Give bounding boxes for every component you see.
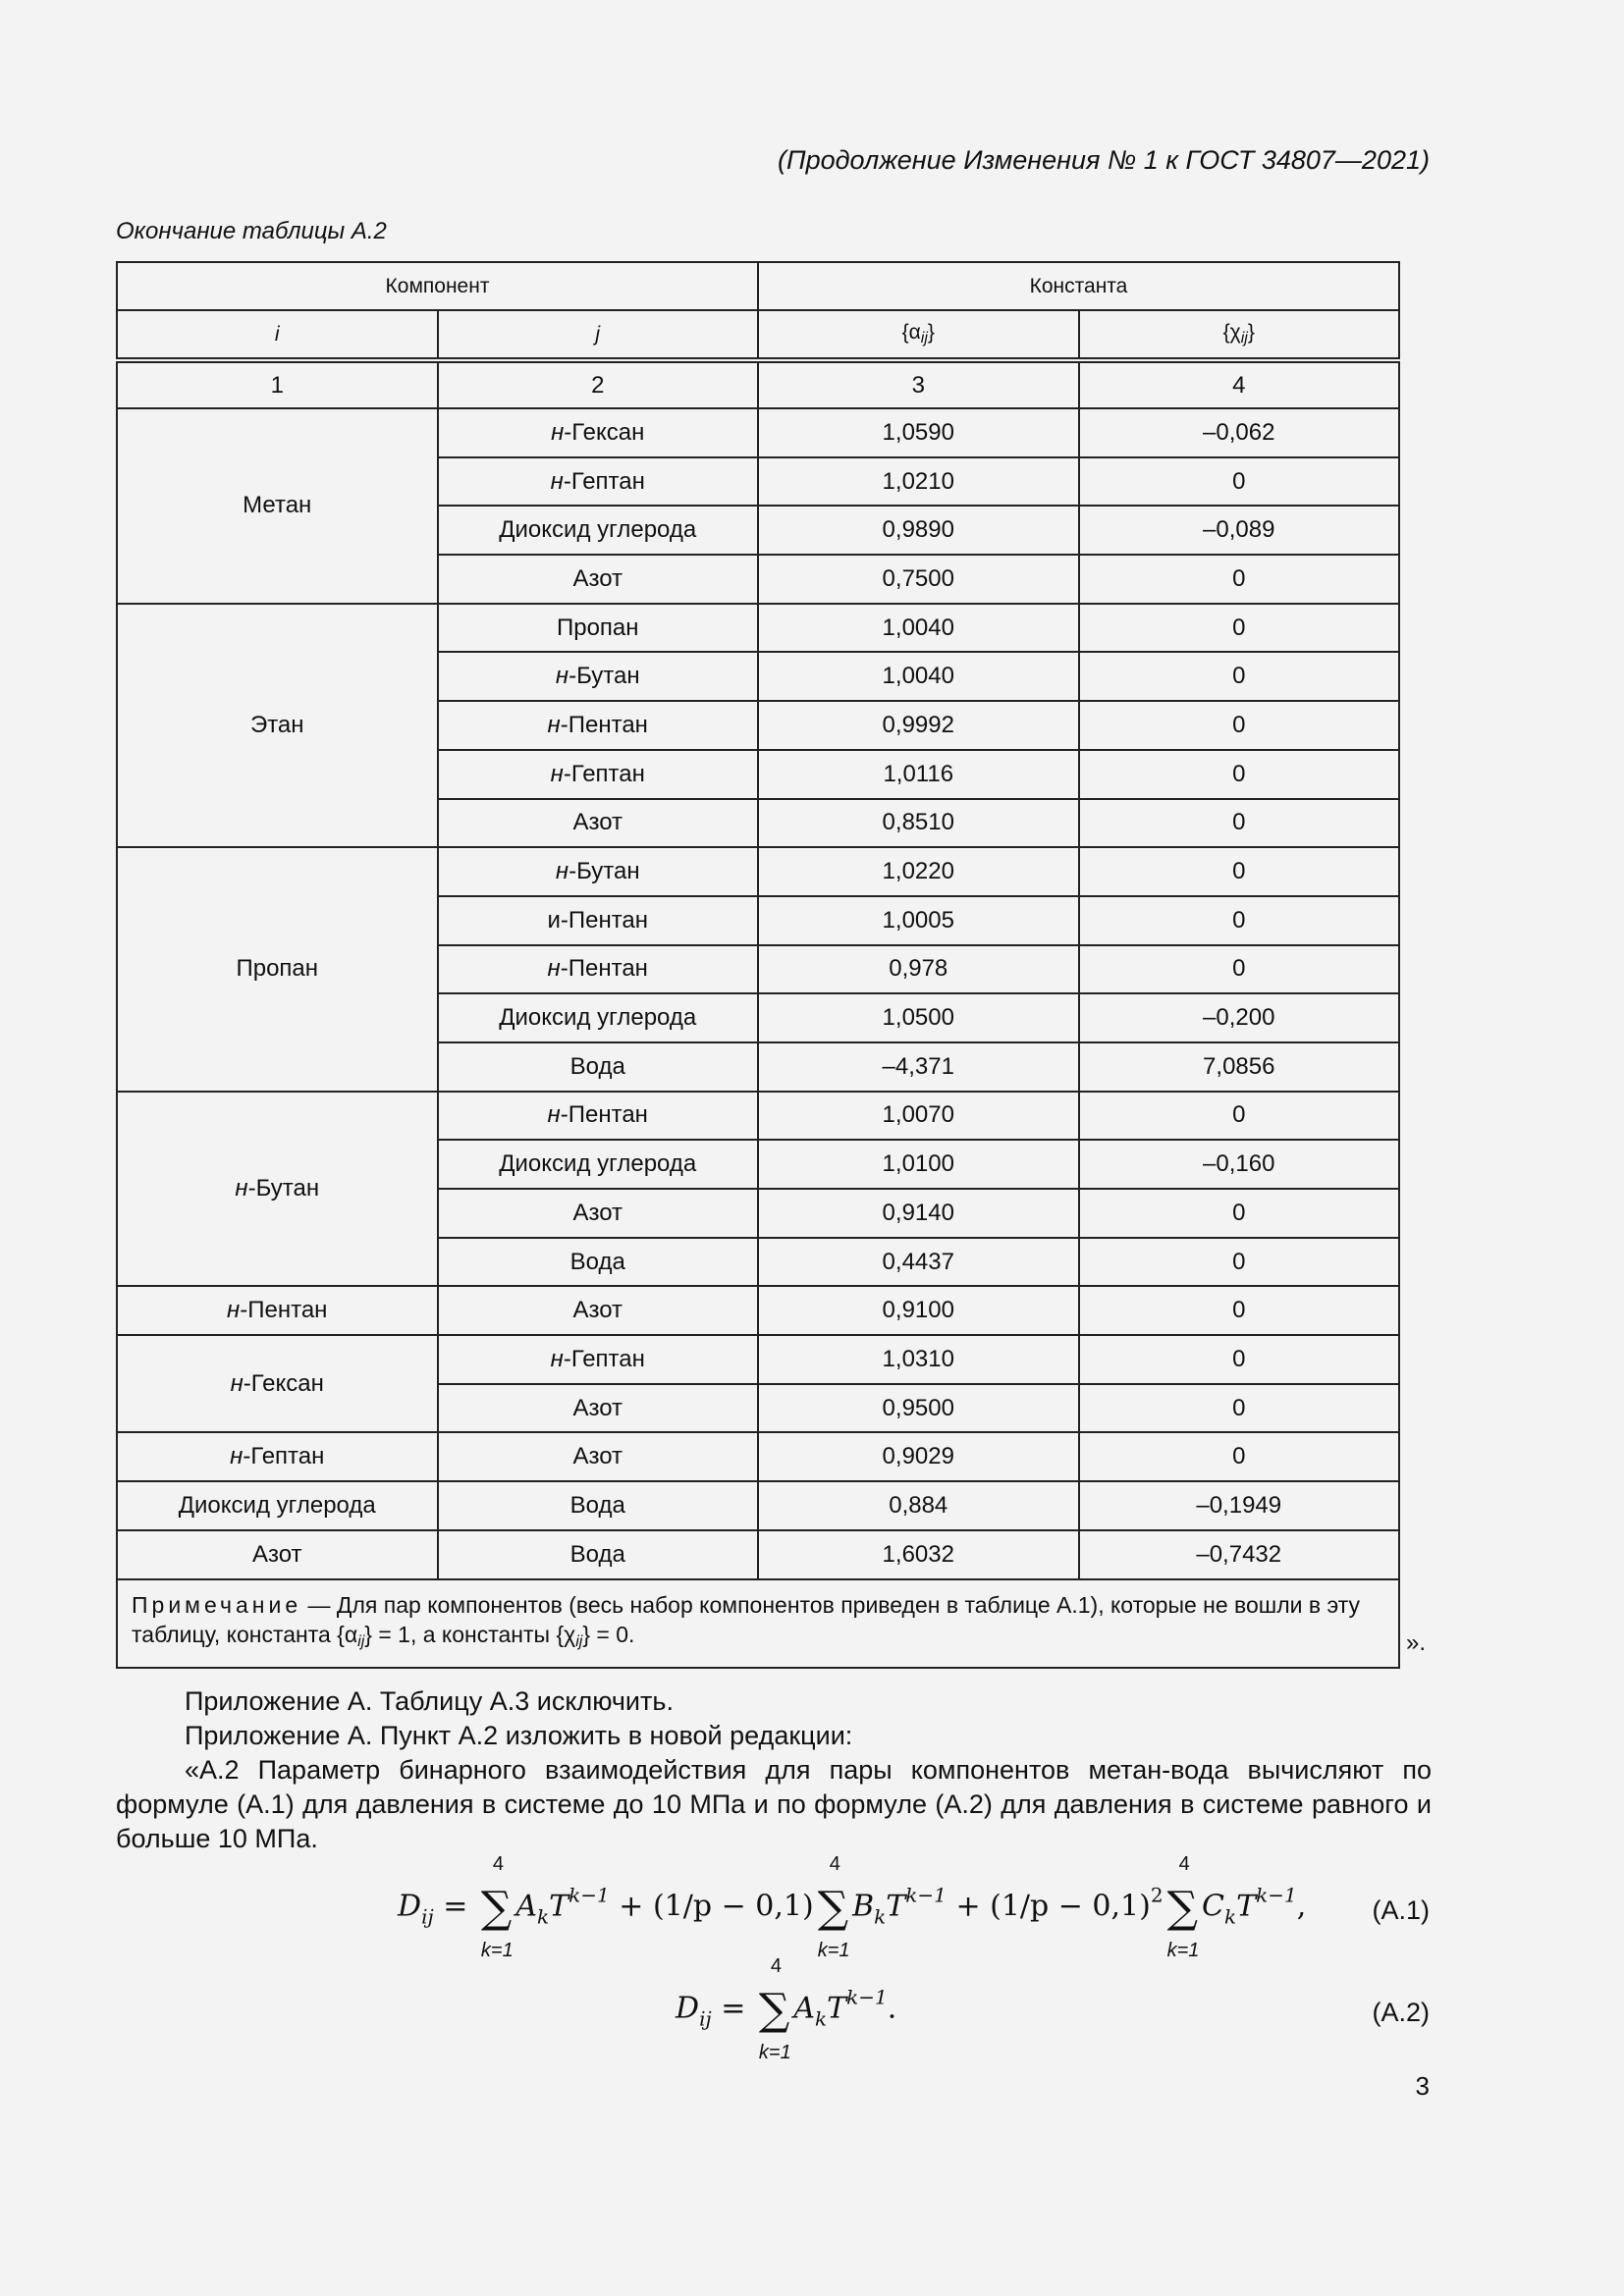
component-j: Пропан	[438, 604, 759, 653]
table-row	[117, 408, 1399, 457]
component-i: н-Пентан	[117, 1286, 438, 1335]
alpha-value: 0,978	[758, 945, 1079, 994]
chi-value: 0	[1079, 1432, 1400, 1481]
component-j: н-Бутан	[438, 847, 759, 896]
constants-table	[116, 261, 1400, 1669]
component-j: и-Пентан	[438, 896, 759, 945]
component-i: Этан	[117, 604, 438, 847]
component-j: Диоксид углерода	[438, 1140, 759, 1189]
chi-value: 0	[1079, 1286, 1400, 1335]
header-alpha: $\{\alpha_{ij}\}$	[758, 310, 1079, 360]
alpha-value: 1,6032	[758, 1530, 1079, 1579]
chi-value: 0	[1079, 799, 1400, 848]
alpha-value: 1,0116	[758, 750, 1079, 799]
header-component: Компонент	[117, 262, 758, 310]
component-j: Азот	[438, 1189, 759, 1238]
table-row	[117, 1286, 1399, 1335]
component-i: н-Бутан	[117, 1092, 438, 1287]
col-number: 4	[1079, 360, 1400, 408]
alpha-value: 0,9140	[758, 1189, 1079, 1238]
chi-value: 0	[1079, 1238, 1400, 1287]
paragraph-clause-a2: Приложение А. Пункт А.2 изложить в новой редакции:	[185, 1721, 853, 1750]
component-j: Азот	[438, 555, 759, 604]
component-i: Диоксид углерода	[117, 1481, 438, 1530]
chi-value: –0,1949	[1079, 1481, 1400, 1530]
component-j: н-Гексан	[438, 408, 759, 457]
alpha-value: 0,9100	[758, 1286, 1079, 1335]
equation-number-a2: (А.2)	[1372, 1998, 1430, 2027]
component-j: н-Гептан	[438, 457, 759, 507]
alpha-value: 1,0500	[758, 993, 1079, 1042]
component-j: н-Пентан	[438, 701, 759, 750]
alpha-value: 0,7500	[758, 555, 1079, 604]
alpha-value: –4,371	[758, 1042, 1079, 1092]
alpha-value: 1,0590	[758, 408, 1079, 457]
chi-value: 0	[1079, 652, 1400, 701]
alpha-value: 1,0040	[758, 652, 1079, 701]
chi-value: 0	[1079, 1335, 1400, 1384]
alpha-value: 1,0310	[758, 1335, 1079, 1384]
chi-value: –0,089	[1079, 506, 1400, 555]
header-j: j	[438, 310, 759, 360]
sum-symbol: ∑ 4 k=1	[480, 1853, 514, 1961]
component-j: Азот	[438, 799, 759, 848]
component-j: Азот	[438, 1384, 759, 1433]
col-number: 1	[117, 360, 438, 408]
component-j: н-Пентан	[438, 1092, 759, 1141]
table-row	[117, 1481, 1399, 1530]
equation-number-a1: (А.1)	[1372, 1896, 1430, 1925]
component-i: Метан	[117, 408, 438, 604]
chi-value: 0	[1079, 1384, 1400, 1433]
alpha-value: 0,8510	[758, 799, 1079, 848]
page-number: 3	[1415, 2071, 1430, 2101]
paragraph-table-a3: Приложение А. Таблицу А.3 исключить.	[185, 1686, 674, 1716]
component-j: Диоксид углерода	[438, 506, 759, 555]
component-i: Пропан	[117, 847, 438, 1091]
chi-value: –0,7432	[1079, 1530, 1400, 1579]
alpha-value: 0,4437	[758, 1238, 1079, 1287]
document-header: (Продолжение Изменения № 1 к ГОСТ 34807—2021)	[778, 145, 1430, 175]
table-caption: Окончание таблицы А.2	[116, 218, 387, 244]
table-note: Примечание — Для пар компонентов (весь набор компонентов приведен в таблице А.1), которые не вошли в эту таблицу, константа $\{\alpha_{ij}\} = 1$, а константы $\{\chi_{ij}\} = 0$.	[117, 1579, 1399, 1668]
alpha-value: 1,0040	[758, 604, 1079, 653]
component-i: н-Гептан	[117, 1432, 438, 1481]
col-number: 3	[758, 360, 1079, 408]
component-j: н-Пентан	[438, 945, 759, 994]
chi-value: 0	[1079, 604, 1400, 653]
formula-a1: $D_{ij}$ = ∑ 4 k=1 $A_kT^{k-1} + (1/p - 0,1)\sum$ 4 k=1 $B_kT^{k-1} + (1/p - 0,1)^2\sum$ 4 k=1 $C_kT^{k-1}$,	[398, 1853, 1307, 1961]
component-j: Вода	[438, 1238, 759, 1287]
chi-value: 0	[1079, 945, 1400, 994]
alpha-value: 1,0070	[758, 1092, 1079, 1141]
component-j: Вода	[438, 1042, 759, 1092]
component-j: Азот	[438, 1286, 759, 1335]
alpha-value: 1,0005	[758, 896, 1079, 945]
component-i: Азот	[117, 1530, 438, 1579]
chi-value: 0	[1079, 847, 1400, 896]
alpha-value: 0,9029	[758, 1432, 1079, 1481]
chi-value: 0	[1079, 457, 1400, 507]
table-row	[117, 1335, 1399, 1384]
alpha-value: 0,884	[758, 1481, 1079, 1530]
alpha-value: 0,9890	[758, 506, 1079, 555]
alpha-value: 1,0220	[758, 847, 1079, 896]
component-i: н-Гексан	[117, 1335, 438, 1432]
sum-symbol: ∑ 4 k=1	[817, 1853, 850, 1961]
table-row	[117, 1432, 1399, 1481]
table-row	[117, 1530, 1399, 1579]
paragraph-a2-text: «А.2 Параметр бинарного взаимодействия для пары компонентов метан-вода вычисляют по формуле (А.1) для давления в системе до 10 МПа и по формуле (А.2) для давления в системе равного и больше 10 МПа.	[116, 1755, 1432, 1853]
header-chi: $\{\chi_{ij}\}$	[1079, 310, 1400, 360]
chi-value: –0,200	[1079, 993, 1400, 1042]
header-constant: Константа	[758, 262, 1399, 310]
closing-quote: ».	[1406, 1629, 1427, 1656]
alpha-value: 1,0100	[758, 1140, 1079, 1189]
component-j: Вода	[438, 1530, 759, 1579]
chi-value: –0,062	[1079, 408, 1400, 457]
chi-value: 0	[1079, 1092, 1400, 1141]
sum-symbol: ∑ 4 k=1	[1166, 1853, 1200, 1961]
table-row	[117, 847, 1399, 896]
chi-value: 0	[1079, 701, 1400, 750]
table-row	[117, 1092, 1399, 1141]
chi-value: 7,0856	[1079, 1042, 1400, 1092]
alpha-value: 1,0210	[758, 457, 1079, 507]
chi-value: 0	[1079, 1189, 1400, 1238]
chi-value: 0	[1079, 750, 1400, 799]
alpha-value: 0,9500	[758, 1384, 1079, 1433]
chi-value: 0	[1079, 896, 1400, 945]
component-j: н-Гептан	[438, 750, 759, 799]
col-number: 2	[438, 360, 759, 408]
component-j: Вода	[438, 1481, 759, 1530]
component-j: н-Гептан	[438, 1335, 759, 1384]
formula-a2: $D_{ij}$ = ∑ 4 k=1 $A_kT^{k-1}$.	[676, 1955, 897, 2063]
sum-symbol: ∑ 4 k=1	[758, 1955, 791, 2063]
chi-value: 0	[1079, 555, 1400, 604]
component-j: Азот	[438, 1432, 759, 1481]
header-i: i	[117, 310, 438, 360]
table-row	[117, 604, 1399, 653]
alpha-value: 0,9992	[758, 701, 1079, 750]
chi-value: –0,160	[1079, 1140, 1400, 1189]
component-j: н-Бутан	[438, 652, 759, 701]
component-j: Диоксид углерода	[438, 993, 759, 1042]
